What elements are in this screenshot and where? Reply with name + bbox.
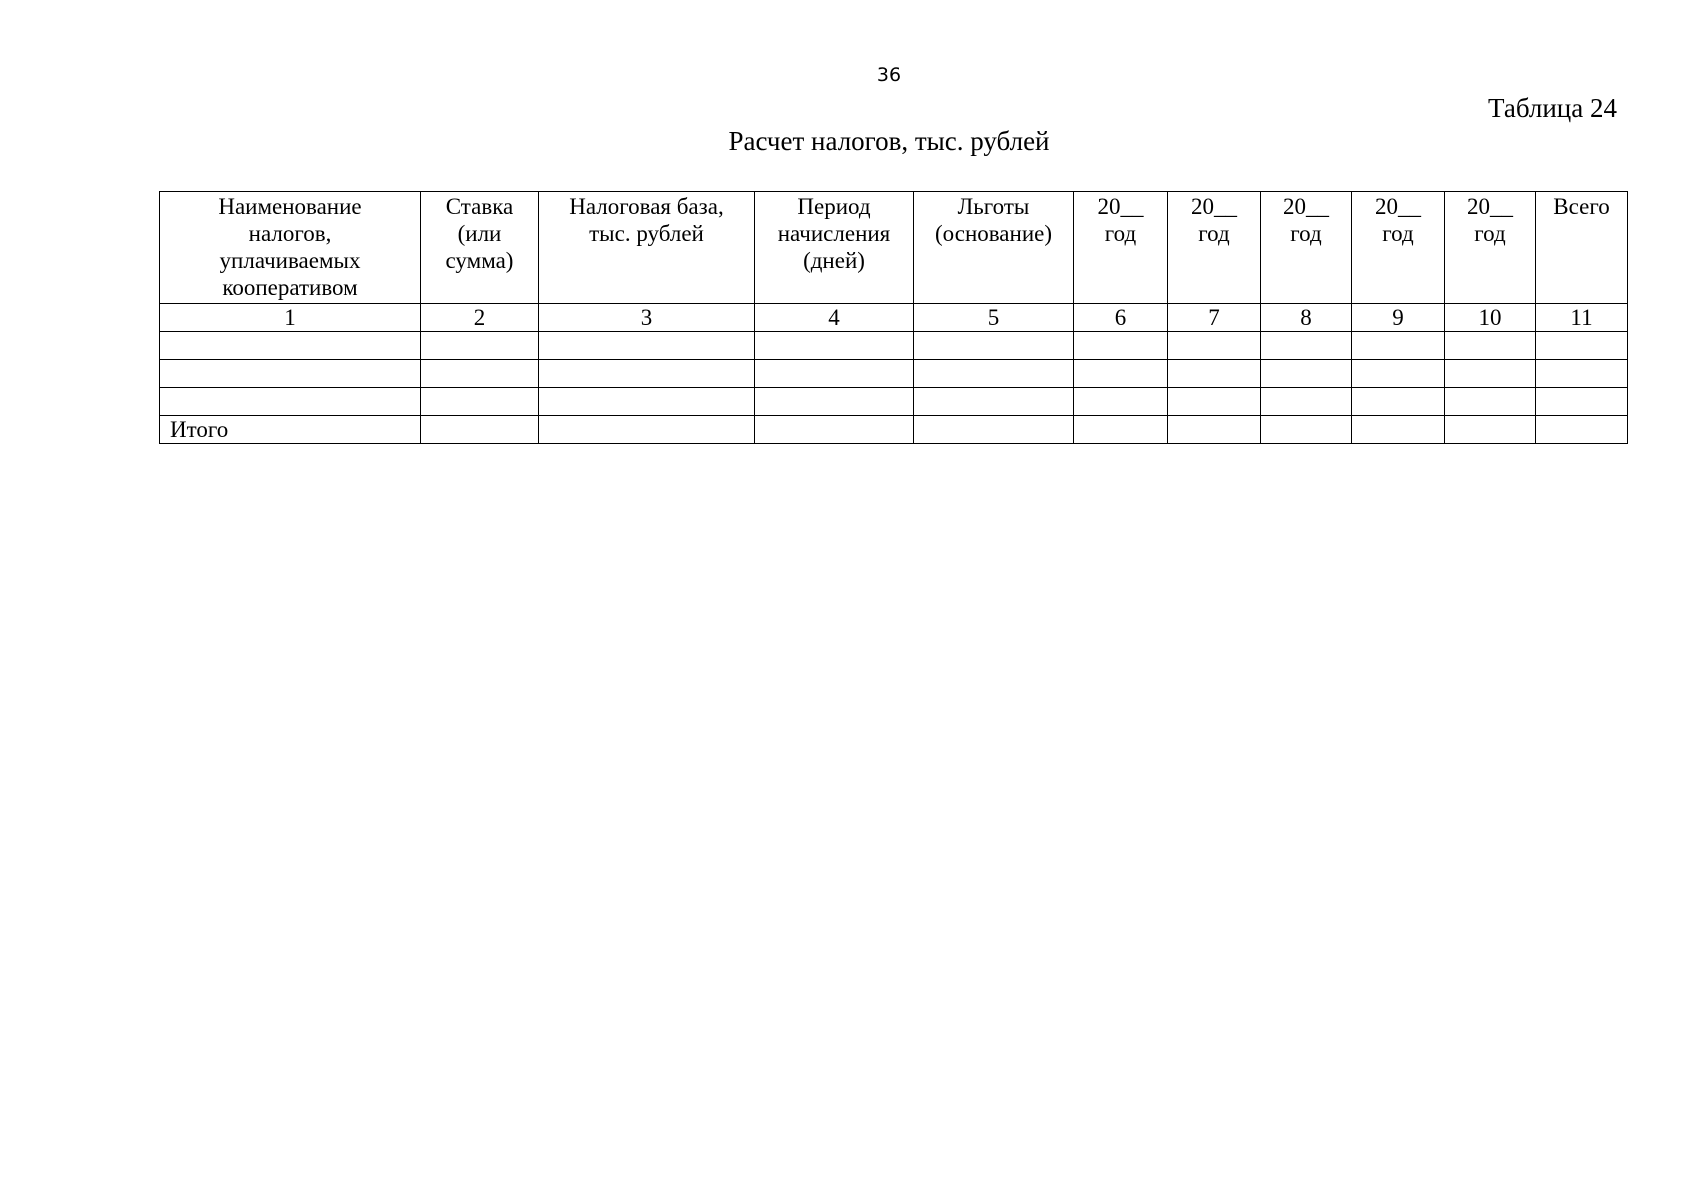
- empty-cell: [1168, 360, 1261, 388]
- empty-cell: [1168, 332, 1261, 360]
- empty-cell: [1445, 416, 1536, 444]
- empty-cell: [1074, 388, 1168, 416]
- empty-cell: [421, 332, 539, 360]
- column-number-row: [160, 304, 1628, 332]
- empty-cell: [1261, 332, 1352, 360]
- header-year-3: 20__ год: [1261, 192, 1352, 304]
- empty-cell: [1074, 360, 1168, 388]
- empty-cell: [755, 388, 914, 416]
- column-number: 8: [1261, 304, 1352, 332]
- header-rate: Ставка (или сумма): [421, 192, 539, 304]
- empty-cell: [539, 416, 755, 444]
- empty-cell: [1168, 416, 1261, 444]
- column-number: 6: [1074, 304, 1168, 332]
- empty-cell: [539, 332, 755, 360]
- empty-cell: [755, 416, 914, 444]
- empty-cell: [1352, 388, 1445, 416]
- empty-cell: [1261, 416, 1352, 444]
- empty-cell: [1352, 332, 1445, 360]
- header-tax-base: Налоговая база, тыс. рублей: [539, 192, 755, 304]
- header-year-4: 20__ год: [1352, 192, 1445, 304]
- header-period: Период начисления (дней): [755, 192, 914, 304]
- empty-cell: [421, 416, 539, 444]
- table-row: [160, 332, 1628, 360]
- empty-cell: [755, 360, 914, 388]
- empty-cell: [1261, 388, 1352, 416]
- column-number: 4: [755, 304, 914, 332]
- empty-cell: [160, 332, 421, 360]
- header-tax-name: Наименование налогов, уплачиваемых кооперативом: [160, 192, 421, 304]
- tax-calculation-table: [159, 191, 1628, 444]
- empty-cell: [421, 360, 539, 388]
- empty-cell: [1074, 332, 1168, 360]
- empty-cell: [1536, 416, 1628, 444]
- column-number: 9: [1352, 304, 1445, 332]
- header-year-5: 20__ год: [1445, 192, 1536, 304]
- empty-cell: [421, 388, 539, 416]
- empty-cell: [914, 332, 1074, 360]
- page-number: 36: [876, 64, 902, 86]
- empty-cell: [160, 360, 421, 388]
- empty-cell: [1445, 388, 1536, 416]
- header-year-2: 20__ год: [1168, 192, 1261, 304]
- empty-cell: [1352, 416, 1445, 444]
- empty-cell: [914, 360, 1074, 388]
- empty-cell: [1536, 388, 1628, 416]
- column-number: 1: [160, 304, 421, 332]
- document-title: Расчет налогов, тыс. рублей: [728, 126, 1050, 156]
- column-number: 3: [539, 304, 755, 332]
- header-row: [160, 192, 1628, 304]
- table-row: [160, 360, 1628, 388]
- empty-cell: [1261, 360, 1352, 388]
- column-number: 7: [1168, 304, 1261, 332]
- column-number: 2: [421, 304, 539, 332]
- empty-cell: [1536, 360, 1628, 388]
- empty-cell: [1074, 416, 1168, 444]
- header-year-1: 20__ год: [1074, 192, 1168, 304]
- empty-cell: [1445, 360, 1536, 388]
- empty-cell: [1352, 360, 1445, 388]
- empty-cell: [1445, 332, 1536, 360]
- column-number: 10: [1445, 304, 1536, 332]
- empty-cell: [539, 360, 755, 388]
- empty-cell: [914, 388, 1074, 416]
- table-row: [160, 388, 1628, 416]
- table-label: Таблица 24: [1488, 93, 1617, 123]
- empty-cell: [914, 416, 1074, 444]
- total-row: [160, 416, 1628, 444]
- empty-cell: [539, 388, 755, 416]
- empty-cell: [1168, 388, 1261, 416]
- header-benefits: Льготы (основание): [914, 192, 1074, 304]
- empty-cell: [1536, 332, 1628, 360]
- total-label: Итого: [160, 416, 421, 444]
- header-total: Всего: [1536, 192, 1628, 304]
- column-number: 5: [914, 304, 1074, 332]
- empty-cell: [160, 388, 421, 416]
- column-number: 11: [1536, 304, 1628, 332]
- empty-cell: [755, 332, 914, 360]
